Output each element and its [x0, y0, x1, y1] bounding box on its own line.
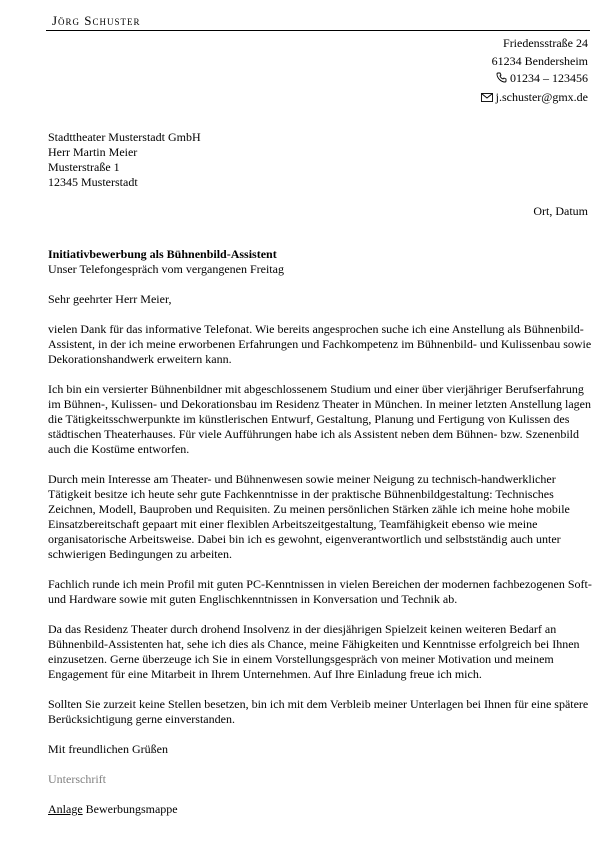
paragraph-3: Durch mein Interesse am Theater- und Bühnenwesen sowie meiner Neigung zu technisch-handwerklicher Tätigkeit besitze ich heute sehr gute Fachkenntnisse in der praktische Bühnenbildgestaltung: Technisches Zeichnen, Modell, Bauproben und Requisiten. Zu meinen persönlichen Stärken zähle ich meine hohe mobile Einsatzbereitschaft gepaart mit einer flexiblen Arbeitszeitgestaltung, Teamfähigkeit ebenso wie meine organisatorische Arbeitsweise. Dabei bin ich es gewohnt, eigenverantwortlich und selbstständig auch unter schwierigen Bedingungen zu arbeiten. — [48, 472, 570, 561]
paragraph-1: vielen Dank für das informative Telefonat. Wie bereits angesprochen suche ich eine Anstellung als Bühnenbild-Assistent, in der ich meine erworbenen Erfahrungen und Fachkompetenz im Bühnenbild- und Kulissenbau sowie Dekorationshandwerk erweitern kann. — [48, 322, 592, 366]
recipient-address-block — [48, 130, 201, 190]
sender-address-block — [481, 35, 588, 107]
attachment-label: Anlage — [48, 802, 83, 816]
phone-icon — [496, 71, 507, 89]
recipient-company: Stadttheater Musterstadt GmbH — [48, 130, 201, 144]
sender-city: 61234 Bendersheim — [491, 53, 588, 68]
envelope-icon — [481, 90, 493, 108]
signature-placeholder: Unterschrift — [48, 772, 106, 786]
closing: Mit freundlichen Grüßen — [48, 742, 168, 756]
attachment-line — [48, 802, 593, 817]
paragraph-4: Fachlich runde ich mein Profil mit guten PC-Kenntnissen in vielen Bereichen der modernen fachbezogenen Soft- und Hardware sowie mit guten Englischkenntnissen in Konversation und Technik ab. — [48, 577, 592, 606]
letter-body — [48, 247, 593, 817]
recipient-street: Musterstraße 1 — [48, 160, 120, 174]
subject-line: Initiativbewerbung als Bühnenbild-Assistent — [48, 247, 277, 261]
recipient-person: Herr Martin Meier — [48, 145, 138, 159]
sender-phone: 01234 – 123456 — [510, 71, 588, 85]
sender-phone-row — [481, 70, 588, 89]
paragraph-5: Da das Residenz Theater durch drohend Insolvenz in der diesjährigen Spielzeit keinen weiteren Bedarf an Bühnenbild-Assistenten hat, sehe ich dies als Chance, meine Fähigkeiten und Kenntnisse erfolgreich bei Ihnen einzusetzen. Gerne überzeuge ich Sie in einem Vorstellungsgespräch von meiner Motivation und meinem Engagement für eine Mitarbeit in Ihrem Unternehmen. Auf Ihre Einladung freue ich mich. — [48, 622, 580, 681]
sender-name-header: Jörg Schuster — [52, 13, 141, 28]
header-rule — [46, 30, 590, 31]
place-date: Ort, Datum — [533, 204, 588, 218]
attachment-value: Bewerbungsmappe — [85, 802, 178, 816]
salutation: Sehr geehrter Herr Meier, — [48, 292, 172, 306]
sender-street: Friedensstraße 24 — [503, 36, 588, 50]
sender-email-row — [481, 89, 588, 108]
paragraph-6: Sollten Sie zurzeit keine Stellen besetzen, bin ich mit dem Verbleib meiner Unterlagen bei Ihnen für eine spätere Berücksichtigung gerne einverstanden. — [48, 697, 589, 726]
paragraph-2: Ich bin ein versierter Bühnenbildner mit abgeschlossenem Studium und einer über vierjähriger Berufserfahrung im Bühnen-, Kulissen- und Dekorationsbau im Residenz Theater in München. In meiner letzten Anstellung lagen die Tätigkeitsschwerpunkte im künstlerischen Entwurf, Gestaltung, Planung und Fertigung von Kulissen des städtischen Theaterhauses. Für viele Aufführungen habe ich als Assistent neben dem Bühnen- bzw. Szenenbild auch die Kostüme entworfen. — [48, 382, 591, 456]
sender-email: j.schuster@gmx.de — [495, 89, 588, 104]
reference-line: Unser Telefongespräch vom vergangenen Freitag — [48, 262, 284, 276]
recipient-city: 12345 Musterstadt — [48, 175, 138, 189]
